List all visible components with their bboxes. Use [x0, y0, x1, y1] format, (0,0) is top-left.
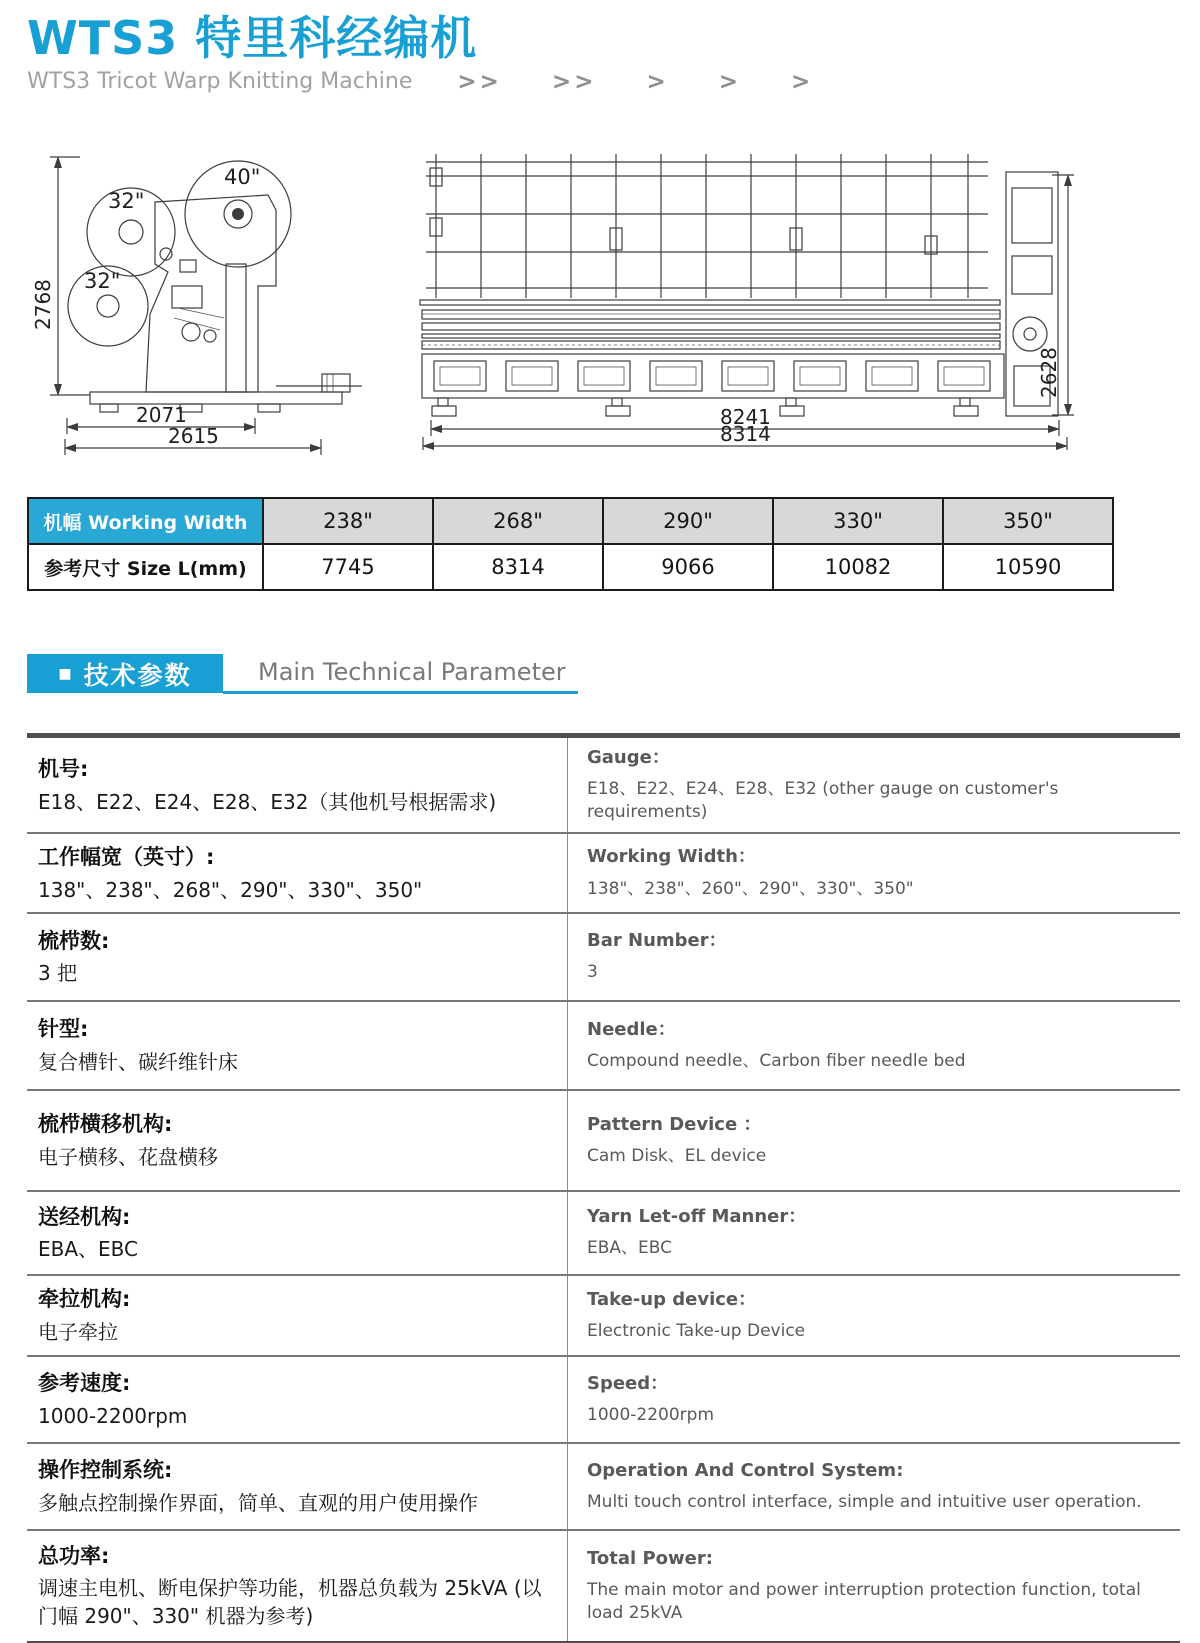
section-underline — [223, 691, 578, 694]
spec-en-value: 1000-2200rpm — [587, 1404, 715, 1425]
spec-row-yarn-let-off — [27, 1190, 1180, 1274]
spec-en-label: Operation And Control System: — [587, 1459, 904, 1481]
dim-front-width-outer: 8314 — [720, 422, 771, 446]
dim-side-height: 2768 — [31, 279, 55, 330]
spec-row-speed — [27, 1355, 1180, 1442]
spec-zh-label: 参考速度: — [38, 1371, 131, 1396]
side-view-drawing — [28, 142, 398, 457]
spec-row-working-width — [27, 832, 1180, 911]
dim-side-width-inner: 2071 — [136, 403, 187, 427]
section-header — [27, 654, 1173, 696]
spec-zh-value: 3 把 — [38, 961, 78, 986]
length-value: 10082 — [773, 544, 943, 590]
spec-zh-value: 电子横移、花盘横移 — [38, 1144, 218, 1169]
spec-en-label: Bar Number： — [587, 930, 727, 952]
spec-row-pattern-device — [27, 1089, 1180, 1190]
spec-en-label: Needle： — [587, 1018, 676, 1040]
spec-zh-label: 送经机构: — [38, 1204, 131, 1229]
spec-zh-label: 梳栉横移机构: — [38, 1112, 173, 1137]
length-value: 8314 — [433, 544, 603, 590]
spec-en-label: Pattern Device ： — [587, 1113, 762, 1135]
spec-zh-label: 梳栉数: — [38, 928, 110, 953]
width-value: 290" — [603, 498, 773, 544]
spec-en-label: Gauge： — [587, 747, 670, 768]
spec-row-needle — [27, 1000, 1180, 1089]
page-subtitle: WTS3 Tricot Warp Knitting Machine — [27, 69, 413, 95]
spec-zh-label: 机号: — [38, 757, 89, 782]
beam-32-upper-label: 32" — [108, 189, 145, 213]
beam-40-label: 40" — [224, 165, 261, 189]
width-value: 238" — [263, 498, 433, 544]
size-table-header-row — [28, 498, 1113, 544]
spec-en-value: Compound needle、Carbon fiber needle bed — [587, 1050, 966, 1071]
chevron-decoration-icon: >> >> > > > — [457, 68, 814, 95]
spec-table — [27, 733, 1180, 1643]
spec-en-value: 138"、238"、260"、290"、330"、350" — [587, 878, 914, 899]
square-bullet-icon: ■ — [58, 665, 74, 682]
spec-en-value: Multi touch control interface, simple and intuitive user operation. — [587, 1491, 1142, 1512]
spec-row-bar-number — [27, 912, 1180, 1000]
page-header — [27, 12, 1173, 95]
length-value: 9066 — [603, 544, 773, 590]
spec-row-gauge — [27, 738, 1180, 832]
spec-row-control-system — [27, 1442, 1180, 1529]
width-value: 268" — [433, 498, 603, 544]
spec-zh-value: 复合槽针、碳纤维针床 — [38, 1049, 238, 1074]
spec-en-label: Take-up device： — [587, 1288, 757, 1310]
spec-en-label: Working Width： — [587, 846, 756, 868]
page-title: WTS3 特里科经编机 — [27, 11, 478, 65]
spec-en-value: The main motor and power interruption protection function, total load 25kVA — [587, 1579, 1141, 1623]
spec-zh-label: 总功率: — [38, 1543, 110, 1568]
size-table-value-row — [28, 544, 1113, 590]
dim-front-width-inner: 8241 — [720, 405, 771, 429]
spec-en-value: EBA、EBC — [587, 1238, 673, 1259]
spec-zh-value: 1000-2200rpm — [38, 1403, 188, 1428]
spec-row-take-up — [27, 1274, 1180, 1355]
spec-en-label: Total Power: — [587, 1547, 713, 1569]
front-view-drawing — [408, 148, 1078, 450]
spec-zh-value: 调速主电机、断电保护等功能，机器总负载为 25kVA (以门幅 290"、330" 机器为参考) — [38, 1576, 542, 1629]
spec-row-total-power — [27, 1529, 1180, 1641]
side-view-diagram — [28, 142, 398, 457]
front-view-diagram — [408, 148, 1078, 450]
spec-zh-label: 针型: — [38, 1017, 89, 1042]
length-value: 7745 — [263, 544, 433, 590]
dim-side-width-outer: 2615 — [168, 424, 219, 448]
spec-en-value: Cam Disk、EL device — [587, 1145, 767, 1166]
section-title-zh-text: 技术参数 — [83, 660, 192, 690]
spec-zh-value: EBA、EBC — [38, 1237, 139, 1262]
spec-zh-value: 138"、238"、268"、290"、330"、350" — [38, 877, 423, 902]
size-row-label: 参考尺寸 Size L(mm) — [28, 544, 263, 590]
spec-en-value: 3 — [587, 962, 598, 983]
size-table — [27, 497, 1114, 591]
spec-en-value: Electronic Take-up Device — [587, 1320, 806, 1341]
spec-zh-label: 牵拉机构: — [38, 1287, 131, 1312]
length-value: 10590 — [943, 544, 1113, 590]
spec-en-label: Speed： — [587, 1372, 669, 1394]
dim-front-height: 2628 — [1037, 347, 1061, 398]
spec-zh-label: 操作控制系统: — [38, 1458, 173, 1483]
section-title-en: Main Technical Parameter — [258, 658, 566, 686]
spec-zh-value: E18、E22、E24、E28、E32（其他机号根据需求) — [38, 789, 497, 814]
spec-en-label: Yarn Let-off Manner： — [587, 1206, 807, 1228]
spec-zh-label: 工作幅宽（英寸）: — [38, 845, 215, 870]
width-value: 350" — [943, 498, 1113, 544]
spec-en-value: E18、E22、E24、E28、E32 (other gauge on customer's requirements) — [587, 779, 1059, 823]
working-width-header: 机幅 Working Width — [28, 498, 263, 544]
beam-32-lower-label: 32" — [84, 269, 121, 293]
spec-zh-value: 电子牵拉 — [38, 1319, 118, 1344]
section-title-zh — [27, 654, 223, 693]
spec-zh-value: 多触点控制操作界面，简单、直观的用户使用操作 — [38, 1490, 478, 1515]
width-value: 330" — [773, 498, 943, 544]
